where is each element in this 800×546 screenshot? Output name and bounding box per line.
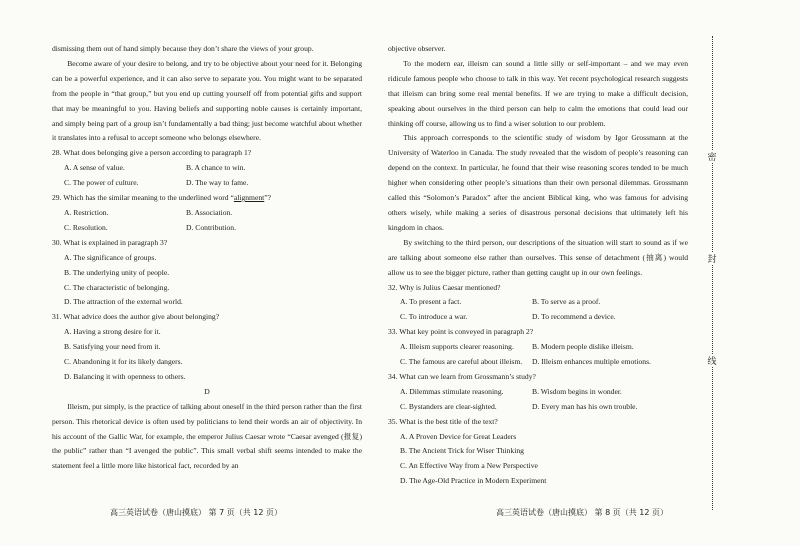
paragraph: By switching to the third person, our descriptions of the situation will start to sound as if we are talking about someone else rather than ourselves. This sense of detachment (抽离) would allow us to see the bigger picture, rather than getting caught up in our own feelings.	[388, 237, 688, 277]
option: D. The Age-Old Practice in Modern Experiment	[400, 476, 547, 486]
question-29	[52, 191, 362, 206]
binding-dotted-line	[712, 36, 713, 510]
option: A. To present a fact.	[400, 297, 462, 307]
options-row	[388, 310, 688, 325]
left-page	[0, 0, 380, 546]
options-row	[52, 176, 362, 191]
option: B. A chance to win.	[186, 163, 246, 173]
question-33: 33. What key point is conveyed in paragraph 2?	[388, 327, 534, 337]
option: D. Balancing it with openness to others.	[64, 371, 186, 381]
question-34: 34. What can we learn from Grossmann’s study?	[388, 371, 536, 381]
binding-label-mi: 密	[704, 150, 720, 163]
paragraph: To the modern ear, illeism can sound a little silly or self-important – and we may even ridicule famous people who choose to talk in this way. Yet recent psychological research suggests that illeism can bring some real mental benefits. If we are trying to make a difficult decision, speaking about ourselves in the third person can help to calm the emotions that could lead our thinking off course, allowing us to find a wiser solution to our problem.	[388, 58, 688, 128]
option: C. An Effective Way from a New Perspective	[400, 461, 538, 471]
option: C. Abandoning it for its likely dangers.	[64, 357, 183, 367]
options-row	[388, 385, 688, 400]
page-footer: 高三英语试卷（唐山摸底） 第 7 页（共 12 页）	[110, 508, 282, 517]
option: D. To recommend a device.	[532, 312, 616, 322]
option: C. The power of culture.	[64, 178, 139, 188]
option: A. Restriction.	[64, 207, 109, 217]
question-35: 35. What is the best title of the text?	[388, 416, 498, 426]
option: D. Every man has his own trouble.	[532, 401, 638, 411]
page-footer: 高三英语试卷（唐山摸底） 第 8 页（共 12 页）	[496, 508, 668, 517]
option: D. Illeism enhances multiple emotions.	[532, 357, 651, 367]
option: A. Illeism supports clearer reasoning.	[400, 342, 514, 352]
option: B. Wisdom begins in wonder.	[532, 386, 622, 396]
question-28: 28. What does belonging give a person according to paragraph 1?	[52, 148, 252, 158]
option: C. The famous are careful about illeism.	[400, 357, 523, 367]
option: B. Association.	[186, 207, 233, 217]
option: B. Satisfying your need from it.	[64, 342, 161, 352]
option: D. The way to fame.	[186, 178, 249, 188]
paragraph: Become aware of your desire to belong, and try to be objective about your need for it. Belonging can be a powerful experience, and it can also serve to separate you. You might want to be separated from the people in “that group,” but you end up cutting yourself off from potential gifts and support that may be meaningful to you. Having beliefs and supporting noble causes is certainly important, and simply being part of a group isn’t fundamentally a bad thing; just become watchful about whether it translates into a refusal to accept someone who belongs elsewhere.	[52, 58, 362, 143]
option: C. Bystanders are clear-sighted.	[400, 401, 497, 411]
option: B. To serve as a proof.	[532, 297, 601, 307]
options-row	[52, 221, 362, 236]
binding-label-xian: 线	[704, 354, 720, 367]
question-text: ”?	[264, 193, 271, 203]
option: C. Resolution.	[64, 222, 108, 232]
paragraph: dismissing them out of hand simply because they don’t share the views of your group.	[52, 44, 314, 53]
option: A. The significance of groups.	[64, 252, 157, 262]
options-row	[52, 206, 362, 221]
option: C. The characteristic of belonging.	[64, 282, 170, 292]
option: A. Dilemmas stimulate reasoning.	[400, 386, 504, 396]
paragraph: This approach corresponds to the scientific study of wisdom by Igor Grossmann at the University of Waterloo in Canada. The study revealed that the wisdom of people’s reasoning can depend on the context. In particular, he found that their wise reasoning scores tended to be much higher when considering other people’s situations than their own personal dilemmas. Grossmann called this “Solomon’s Paradox” after the ancient Biblical king, who was famous for advising others wisely, while making a series of disastrous personal decisions that ultimately left his kingdom in chaos.	[388, 133, 688, 232]
binding-label-feng: 封	[704, 252, 720, 265]
options-row	[388, 295, 688, 310]
option: B. The Ancient Trick for Wiser Thinking	[400, 446, 524, 456]
option: B. Modern people dislike illeism.	[532, 342, 634, 352]
question-30: 30. What is explained in paragraph 3?	[52, 237, 168, 247]
paragraph: Illeism, put simply, is the practice of talking about oneself in the third person rather than the first person. This rhetorical device is often used by politicians to lend their words an air of objectivity. In his account of the Gallic War, for example, the emperor Julius Caesar wrote “Caesar avenged (报复) the public” rather than “I avenged the public”. This small verbal shift seems intended to make the statement feel a little more like historical fact, recorded by an	[52, 401, 362, 471]
option: D. Contribution.	[186, 222, 236, 232]
option: A. Having a strong desire for it.	[64, 327, 161, 337]
options-row	[388, 355, 688, 370]
options-row	[388, 340, 688, 355]
underlined-word: alignment	[233, 193, 265, 203]
question-31: 31. What advice does the author give about belonging?	[52, 312, 220, 322]
section-heading: D	[204, 386, 210, 396]
question-text: 29. Which has the similar meaning to the underlined word “	[52, 193, 234, 203]
right-page	[380, 0, 800, 546]
left-page-content	[52, 42, 362, 474]
option: B. The underlying unity of people.	[64, 267, 170, 277]
option: C. To introduce a war.	[400, 312, 468, 322]
option: A. A Proven Device for Great Leaders	[400, 431, 517, 441]
option: A. A sense of value.	[64, 163, 125, 173]
right-page-content	[388, 42, 688, 489]
option: D. The attraction of the external world.	[64, 297, 183, 307]
options-row	[52, 161, 362, 176]
paragraph: objective observer.	[388, 44, 446, 53]
question-32: 32. Why is Julius Caesar mentioned?	[388, 282, 501, 292]
options-row	[388, 400, 688, 415]
